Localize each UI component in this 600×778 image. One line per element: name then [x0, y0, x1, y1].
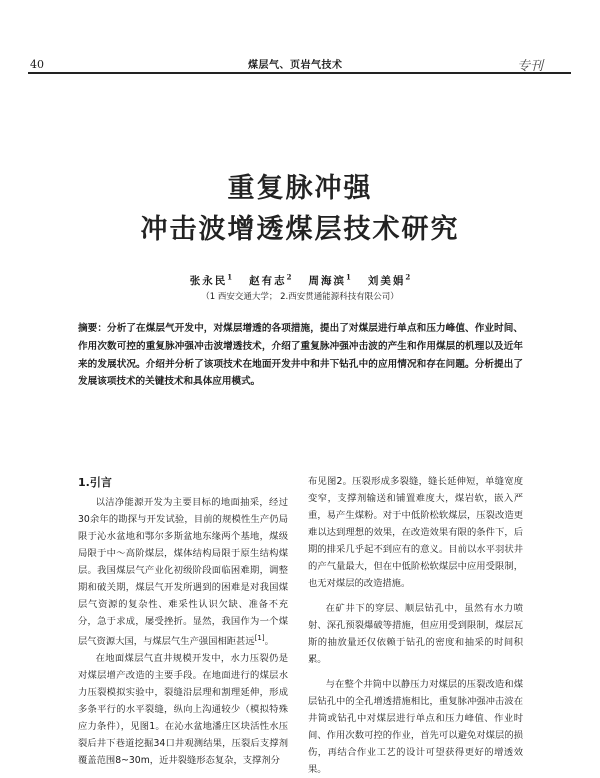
- author: 张永民$^1$: [189, 272, 233, 287]
- author-list: [0, 272, 600, 288]
- affiliations: （1 西安交通大学； 2.西安贯通能源科技有限公司）: [201, 292, 399, 302]
- author: 刘美娟$^2$: [367, 272, 411, 287]
- header-rule: [28, 72, 571, 74]
- page-number: 40: [30, 58, 44, 71]
- body-column-right: [308, 473, 523, 778]
- abstract: [78, 320, 523, 391]
- page-header: [0, 0, 600, 80]
- paragraph: 在矿井下的穿层、顺层钻孔中，虽然有水力喷射、深孔预裂爆破等措施，但应用受到限制，煤层瓦斯的抽放量还仅依赖于钻孔的密度和抽采的时间积累。: [308, 603, 523, 665]
- body-column-left: [78, 473, 288, 769]
- paragraph: 与在整个井筒中以静压力对煤层的压裂改造和煤层钻孔中的全孔增透措施相比，重复脉冲强冲击波在井筒或钻孔中对煤层进行单点和压力峰值、作业时间、作用次数可控的作业，首先可以避免对煤层的损伤，再结合作业工艺的设计可望获得更好的增透效果。: [308, 679, 523, 775]
- paragraph: 布见图2。压裂形成多裂缝，缝长延伸短，单缝宽度变窄，支撑剂输送和铺置难度大，煤岩软，嵌入严重，易产生煤粉。对于中低阶松软煤层，压裂改造更难以达到理想的效果，在改造效果有限的条件下，后期的排采几乎起不到应有的意义。目前以水平羽状井的产气量最大，但在中低阶松软煤层中应用受限制，也无对煤层的改造措施。: [308, 476, 523, 589]
- author: 赵有志$^2$: [249, 272, 292, 287]
- author: 周海滨$^1$: [308, 272, 351, 287]
- paragraph: 以洁净能源开发为主要目标的地面抽采，经过30余年的勘探与开发试验，目前的规模性生产仍局限于沁水盆地和鄂尔多斯盆地东缘两个基地，煤级局限于中～高阶煤层，煤体结构局限于原生结构煤层。我国煤层气产业化初级阶段面临困难期，调整期和破关期，煤层气开发所遇到的困难是对我国煤层气资源的复杂性、难采性认识欠缺、准备不充分，急于求成，屡受挫折。显然，我国作为一个煤层气资源大国，与煤层气生产强国相距甚远[1]。: [78, 497, 288, 648]
- journal-name: 煤层气、页岩气技术: [248, 60, 343, 71]
- article-title-line2: 冲击波增透煤层技术研究: [140, 214, 460, 245]
- section-heading: 1.引言: [78, 476, 112, 489]
- abstract-text: 分析了在煤层气开发中，对煤层增透的各项措施，提出了对煤层进行单点和压力峰值、作业时间、作用次数可控的重复脉冲强冲击波增透技术，介绍了重复脉冲强冲击波的产生和作用煤层的机理以及近年来的发展状况。介绍并分析了该项技术在地面开发井中和井下钻孔中的应用情况和存在问题。分析提出了发展该项技术的关键技术和具体应用模式。: [78, 323, 524, 388]
- article-title-line1: 重复脉冲强: [227, 173, 373, 204]
- paragraph: 在地面煤层气直井规模开发中，水力压裂仍是对煤层增产改造的主要手段。在地面进行的煤层水力压裂模拟实验中，裂缝沿层理和割理延伸，形成多条平行的水平裂缝，纵向上沟通较少（模拟特殊应力条件），见图1。在沁水盆地潘庄区块活性水压裂后井下巷道挖掘34口井观测结果，压裂后支撑剂覆盖范围8~30m，近井裂缝形态复杂，支撑剂分: [78, 653, 288, 767]
- section-tag: 专刊: [517, 59, 544, 74]
- citation-ref: [1]: [254, 634, 265, 642]
- abstract-label: 摘要：: [78, 323, 108, 334]
